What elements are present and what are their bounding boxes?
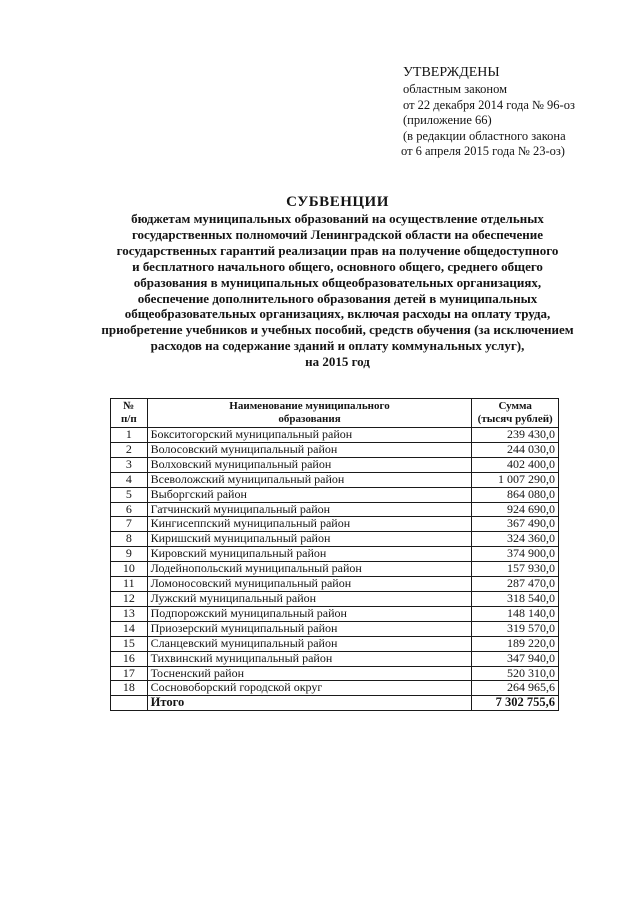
header-num-line1: № [123, 400, 135, 412]
row-sum: 520 310,0 [472, 666, 559, 681]
row-num: 10 [111, 562, 148, 577]
row-num: 11 [111, 577, 148, 592]
row-name: Волховский муниципальный район [147, 457, 472, 472]
table-row [111, 621, 559, 636]
row-num: 15 [111, 636, 148, 651]
row-num: 1 [111, 428, 148, 443]
row-name: Волосовский муниципальный район [147, 442, 472, 457]
title-line: на 2015 год [305, 354, 370, 370]
row-num: 3 [111, 457, 148, 472]
row-sum: 402 400,0 [472, 457, 559, 472]
row-num: 4 [111, 472, 148, 487]
document-title [60, 193, 615, 370]
row-num: 9 [111, 547, 148, 562]
title-line: государственных гарантий реализации прав на получение общедоступного [116, 242, 559, 258]
row-name: Приозерский муниципальный район [147, 621, 472, 636]
approval-stamp [403, 64, 575, 160]
row-sum: 864 080,0 [472, 487, 559, 502]
row-num: 6 [111, 502, 148, 517]
table-total-row [111, 696, 559, 711]
title-line: государственных полномочий Ленинградской области на обеспечение [131, 226, 544, 242]
row-sum: 367 490,0 [472, 517, 559, 532]
total-sum: 7 302 755,6 [472, 696, 559, 711]
row-name: Всеволожский муниципальный район [147, 472, 472, 487]
header-num-line2: п/п [120, 413, 137, 425]
title-line: общеобразовательных организациях, включая расходы на оплату труда, [124, 306, 551, 322]
table-row [111, 577, 559, 592]
title-line: и бесплатного начального общего, основного общего, среднего общего [132, 258, 543, 274]
title-line: обеспечение дополнительного образования детей в муниципальных [137, 290, 538, 306]
subsidies-table [110, 398, 559, 711]
row-sum: 264 965,6 [472, 681, 559, 696]
header-name [147, 399, 472, 428]
table-row [111, 457, 559, 472]
row-sum: 924 690,0 [472, 502, 559, 517]
row-sum: 324 360,0 [472, 532, 559, 547]
title-line: расходов на содержание зданий и оплату коммунальных услуг), [150, 338, 525, 354]
approval-line: (приложение 66) [403, 113, 492, 127]
row-name: Тихвинский муниципальный район [147, 651, 472, 666]
table-row [111, 487, 559, 502]
row-num: 13 [111, 606, 148, 621]
row-name: Бокситогорский муниципальный район [147, 428, 472, 443]
approval-line: от 6 апреля 2015 года № 23-оз) [401, 144, 565, 158]
table-row [111, 591, 559, 606]
header-num [111, 399, 148, 428]
row-sum: 287 470,0 [472, 577, 559, 592]
table-header-row [111, 399, 559, 428]
row-sum: 319 570,0 [472, 621, 559, 636]
row-num: 2 [111, 442, 148, 457]
row-num: 5 [111, 487, 148, 502]
approval-line: областным законом [403, 82, 508, 96]
table-row [111, 562, 559, 577]
row-sum: 347 940,0 [472, 651, 559, 666]
row-sum: 157 930,0 [472, 562, 559, 577]
row-name: Подпорожский муниципальный район [147, 606, 472, 621]
row-sum: 374 900,0 [472, 547, 559, 562]
header-sum-line1: Сумма [498, 400, 532, 412]
row-name: Сосновоборский городской округ [147, 681, 472, 696]
row-name: Тосненский район [147, 666, 472, 681]
table-row [111, 547, 559, 562]
table-row [111, 472, 559, 487]
header-name-line1: Наименование муниципального [229, 400, 390, 412]
title-heading: СУБВЕНЦИИ [286, 194, 389, 210]
row-num: 14 [111, 621, 148, 636]
row-num: 8 [111, 532, 148, 547]
approval-line: (в редакции областного закона [403, 128, 566, 143]
row-name: Лодейнопольский муниципальный район [147, 562, 472, 577]
row-name: Кировский муниципальный район [147, 547, 472, 562]
row-name: Лужский муниципальный район [147, 591, 472, 606]
approval-line: от 22 декабря 2014 года № 96-оз [403, 97, 575, 112]
table-row [111, 532, 559, 547]
table-row [111, 681, 559, 696]
row-sum: 239 430,0 [472, 428, 559, 443]
table-row [111, 442, 559, 457]
row-name: Ломоносовский муниципальный район [147, 577, 472, 592]
header-sum-line2: (тысяч рублей) [477, 413, 553, 425]
row-sum: 244 030,0 [472, 442, 559, 457]
row-num: 17 [111, 666, 148, 681]
row-name: Сланцевский муниципальный район [147, 636, 472, 651]
title-line: образования в муниципальных общеобразовательных организациях, [133, 274, 542, 290]
table-row [111, 666, 559, 681]
row-name: Выборгский район [147, 487, 472, 502]
approval-heading: УТВЕРЖДЕНЫ [403, 65, 500, 80]
table-row [111, 428, 559, 443]
row-name: Киришский муниципальный район [147, 532, 472, 547]
table-row [111, 606, 559, 621]
title-line: бюджетам муниципальных образований на осуществление отдельных [131, 211, 544, 226]
row-sum: 148 140,0 [472, 606, 559, 621]
row-name: Кингисеппский муниципальный район [147, 517, 472, 532]
total-label: Итого [147, 696, 472, 711]
title-line: приобретение учебников и учебных пособий, средств обучения (за исключением [101, 322, 574, 338]
row-sum: 1 007 290,0 [472, 472, 559, 487]
row-sum: 318 540,0 [472, 591, 559, 606]
total-num [111, 696, 148, 711]
table-row [111, 636, 559, 651]
header-sum [472, 399, 559, 428]
row-num: 18 [111, 681, 148, 696]
header-name-line2: образования [278, 413, 341, 425]
table-row [111, 502, 559, 517]
row-name: Гатчинский муниципальный район [147, 502, 472, 517]
row-num: 16 [111, 651, 148, 666]
row-num: 12 [111, 591, 148, 606]
table-row [111, 517, 559, 532]
row-num: 7 [111, 517, 148, 532]
table-row [111, 651, 559, 666]
row-sum: 189 220,0 [472, 636, 559, 651]
